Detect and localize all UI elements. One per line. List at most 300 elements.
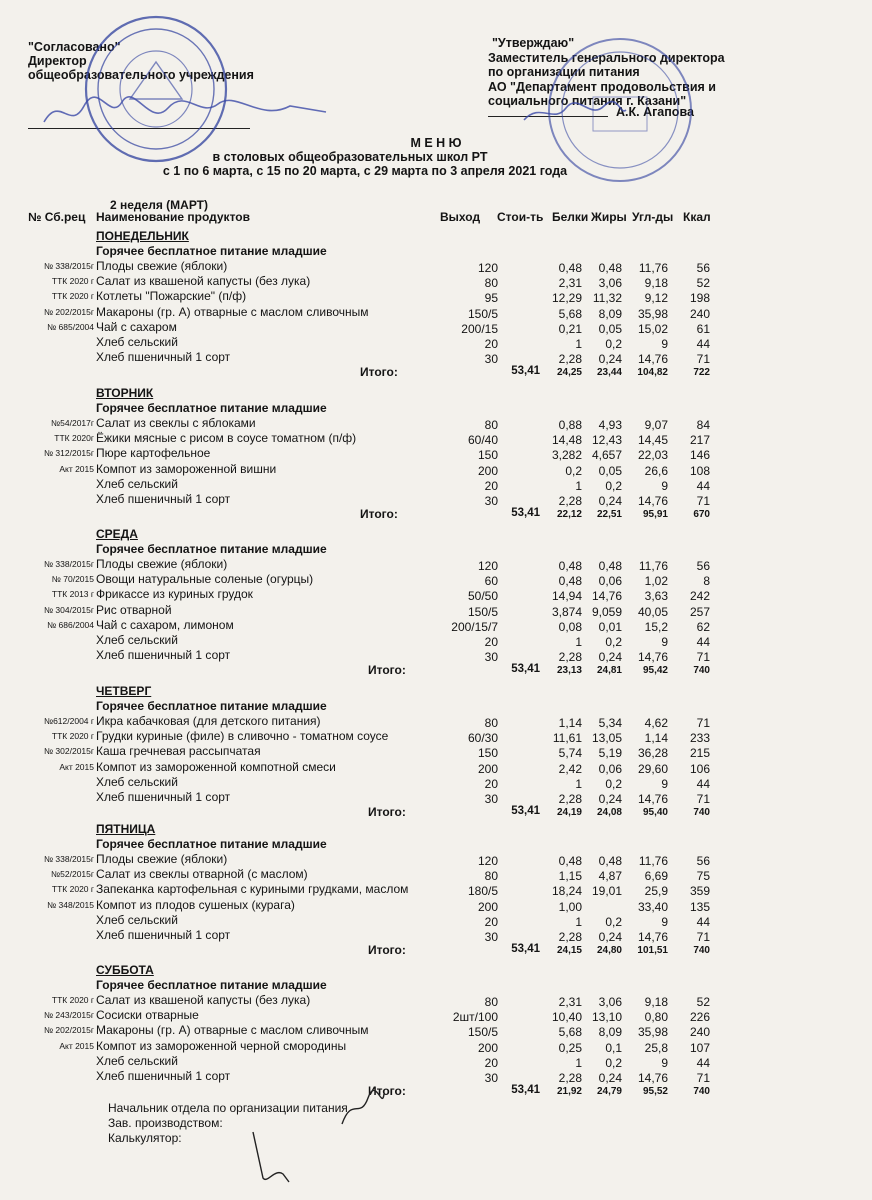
total-carbs: 95,91	[642, 509, 668, 521]
dish-yield: 95	[484, 291, 498, 306]
dish-yield: 20	[484, 337, 498, 351]
dish-kcal: 108	[689, 463, 710, 478]
meal-type: Горячее бесплатное питание младшие	[96, 837, 327, 851]
dish-yield: 200	[477, 761, 498, 776]
total-cost: 53,41	[511, 1084, 540, 1097]
dish-carbs: 15,2	[644, 619, 668, 634]
dish-yield: 20	[484, 478, 498, 493]
dish-protein: 1,14	[558, 716, 582, 730]
dish-name: Хлеб сельский	[96, 774, 178, 789]
dish-carbs: 22,03	[637, 448, 668, 463]
dish-protein: 1	[575, 635, 582, 649]
dish-kcal: 106	[689, 761, 710, 776]
dish-kcal: 84	[696, 418, 710, 432]
dish-kcal: 61	[696, 321, 710, 336]
dish-kcal: 71	[696, 930, 710, 944]
dish-fat: 4,93	[598, 418, 622, 432]
dish-kcal: 75	[696, 869, 710, 884]
dish-protein: 2,28	[558, 352, 582, 367]
dish-yield: 150	[477, 746, 498, 761]
dish-yield: 60	[484, 574, 498, 589]
dish-yield: 200	[477, 463, 498, 478]
recipe-code: № 686/2004	[47, 619, 94, 630]
recipe-code: ТТК 2020 г	[51, 995, 94, 1005]
dish-protein: 0,48	[558, 261, 582, 275]
recipe-code: № 685/2004	[47, 321, 94, 332]
dish-name: Салат из свеклы отварной (с маслом)	[96, 867, 308, 882]
dish-kcal: 44	[696, 478, 710, 493]
total-cost: 53,41	[511, 943, 540, 956]
dish-fat: 13,05	[591, 731, 622, 746]
dish-carbs: 11,76	[638, 559, 668, 573]
dish-protein: 2,28	[558, 650, 582, 665]
dish-yield: 60/40	[467, 433, 498, 448]
dish-kcal: 233	[689, 731, 710, 746]
dish-name: Хлеб сельский	[96, 476, 178, 491]
dish-fat: 5,34	[598, 716, 622, 730]
dish-protein: 0,21	[558, 321, 582, 336]
dish-yield: 150	[477, 448, 498, 463]
recipe-code: №54/2017г	[51, 418, 94, 428]
dish-protein: 0,25	[558, 1040, 582, 1055]
dish-name: Компот из замороженной черной смородины	[96, 1038, 347, 1053]
total-carbs: 95,40	[642, 807, 668, 819]
recipe-code: № 243/2015г	[43, 1010, 94, 1021]
day-name: СУББОТА	[96, 963, 154, 977]
dish-fat: 0,2	[605, 337, 622, 351]
dish-name: Хлеб пшеничный 1 сорт	[96, 492, 231, 506]
dish-kcal: 44	[696, 914, 710, 929]
dish-name: Хлеб пшеничный 1 сорт	[96, 350, 231, 365]
dish-carbs: 25,8	[644, 1040, 668, 1055]
dish-carbs: 1,02	[644, 574, 668, 589]
dish-kcal: 71	[696, 352, 710, 367]
recipe-code: ТТК 2020 г	[51, 884, 94, 895]
dish-name: Компот из плодов сушеных (курага)	[96, 897, 295, 912]
dish-carbs: 14,76	[637, 930, 668, 944]
total-carbs: 101,51	[637, 945, 668, 957]
dish-kcal: 71	[696, 494, 710, 508]
total-carbs: 95,42	[642, 665, 668, 677]
total-label: Итого:	[368, 663, 406, 678]
menu-title: М Е Н Ю	[410, 136, 462, 150]
footer-head: Начальник отдела по организации питания	[108, 1101, 348, 1115]
recipe-code: Акт 2015	[59, 463, 94, 474]
dish-fat: 14,76	[591, 589, 622, 604]
dish-protein: 2,28	[558, 494, 582, 508]
total-fat: 23,44	[596, 367, 622, 379]
dish-fat: 0,2	[605, 776, 622, 791]
recipe-code: ТТК 2020г	[54, 433, 94, 444]
total-protein: 24,25	[556, 367, 582, 379]
meal-type: Горячее бесплатное питание младшие	[96, 244, 327, 258]
dish-fat: 0,24	[598, 792, 622, 806]
dish-fat: 0,05	[598, 463, 622, 478]
dish-protein: 2,31	[558, 276, 582, 291]
footer-calculator: Калькулятор:	[108, 1131, 182, 1145]
dish-yield: 150/5	[467, 306, 498, 321]
total-kcal: 740	[693, 665, 710, 677]
col-cost: Стои-ть	[497, 210, 544, 224]
dish-carbs: 9	[661, 914, 668, 929]
total-fat: 24,81	[596, 665, 622, 677]
recipe-code: № 312/2015г	[43, 448, 94, 459]
recipe-code: № 70/2015	[51, 574, 94, 585]
dish-name: Чай с сахаром, лимоном	[96, 617, 234, 632]
dish-carbs: 9	[661, 1055, 668, 1070]
company-name-1: АО "Департамент продовольствия и	[488, 79, 716, 94]
total-fat: 24,08	[596, 807, 622, 819]
dish-protein: 1	[575, 776, 582, 791]
dish-kcal: 242	[689, 589, 710, 604]
calculator-signature	[245, 1128, 295, 1188]
dish-fat: 3,06	[598, 995, 622, 1009]
dish-kcal: 71	[696, 650, 710, 665]
dish-name: Хлеб сельский	[96, 912, 178, 927]
dish-yield: 200/15	[461, 321, 498, 336]
total-label: Итого:	[368, 1084, 406, 1099]
total-kcal: 740	[693, 1086, 710, 1098]
dish-kcal: 52	[696, 276, 710, 291]
dish-name: Фрикассе из куриных грудок	[96, 587, 253, 602]
dish-protein: 5,68	[558, 306, 582, 321]
total-protein: 21,92	[556, 1086, 582, 1098]
dish-name: Салат из квашеной капусты (без лука)	[96, 993, 311, 1007]
col-yield: Выход	[440, 210, 481, 224]
dish-yield: 30	[484, 650, 498, 665]
dish-name: Плоды свежие (яблоки)	[96, 852, 228, 866]
dish-name: Салат из свеклы с яблоками	[96, 416, 256, 430]
dish-carbs: 14,76	[637, 494, 668, 508]
dish-yield: 200	[477, 1040, 498, 1055]
dish-protein: 1	[575, 337, 582, 351]
col-code: № Сб.рец	[28, 210, 86, 224]
total-protein: 24,15	[556, 945, 582, 957]
total-carbs: 95,52	[642, 1086, 668, 1098]
deputy-signature	[520, 98, 630, 128]
dish-protein: 5,68	[558, 1025, 582, 1040]
dish-kcal: 240	[689, 306, 710, 321]
dish-fat: 8,09	[598, 1025, 622, 1040]
dish-protein: 1,00	[558, 899, 582, 914]
dish-fat: 19,01	[591, 884, 622, 899]
dish-yield: 30	[484, 1071, 498, 1085]
dish-name: Сосиски отварные	[96, 1008, 199, 1023]
dish-protein: 2,31	[558, 995, 582, 1009]
dish-fat: 0,24	[598, 650, 622, 665]
col-carbs: Угл-ды	[632, 210, 674, 224]
dish-carbs: 9,18	[644, 995, 668, 1009]
dish-name: Запеканка картофельная с куриными грудками, маслом	[96, 882, 409, 897]
dish-kcal: 71	[696, 792, 710, 806]
total-cost: 53,41	[511, 805, 540, 818]
total-kcal: 740	[693, 807, 710, 819]
dish-fat: 13,10	[591, 1010, 622, 1025]
footer-signature	[338, 1090, 388, 1130]
dish-fat: 12,43	[591, 433, 622, 448]
dish-yield: 30	[484, 930, 498, 944]
dish-kcal: 146	[689, 448, 710, 463]
recipe-code: № 338/2015г	[43, 261, 94, 271]
dish-fat: 0,01	[598, 619, 622, 634]
dish-protein: 1	[575, 478, 582, 493]
dish-carbs: 29,60	[637, 761, 668, 776]
day-name: ПОНЕДЕЛЬНИК	[96, 229, 189, 243]
dish-protein: 0,88	[558, 418, 582, 432]
dish-name: Хлеб пшеничный 1 сорт	[96, 928, 231, 942]
dish-kcal: 359	[689, 884, 710, 899]
dish-carbs: 35,98	[637, 1025, 668, 1040]
total-label: Итого:	[368, 943, 406, 958]
dish-carbs: 40,05	[637, 604, 668, 619]
dish-name: Плоды свежие (яблоки)	[96, 557, 228, 571]
dish-protein: 5,74	[558, 746, 582, 761]
dish-protein: 0,48	[558, 854, 582, 868]
dish-kcal: 107	[689, 1040, 710, 1055]
recipe-code: № 202/2015г	[43, 306, 94, 317]
dish-yield: 50/50	[467, 589, 498, 604]
dish-protein: 14,48	[551, 433, 582, 448]
total-carbs: 104,82	[637, 367, 668, 379]
dish-name: Макароны (гр. А) отварные с маслом сливочным	[96, 1023, 369, 1038]
dish-kcal: 135	[689, 899, 710, 914]
dish-protein: 12,29	[551, 291, 582, 306]
col-name: Наименование продуктов	[96, 210, 250, 224]
dish-name: Плоды свежие (яблоки)	[96, 259, 228, 273]
total-kcal: 722	[693, 367, 710, 379]
week-label: 2 неделя (МАРТ)	[110, 198, 209, 212]
dish-fat: 0,2	[605, 635, 622, 649]
dish-fat: 0,24	[598, 930, 622, 944]
dish-kcal: 71	[696, 716, 710, 730]
dish-protein: 3,874	[551, 604, 582, 619]
dish-protein: 2,28	[558, 1071, 582, 1085]
dish-yield: 200/15/7	[451, 619, 498, 634]
dish-yield: 2шт/100	[452, 1010, 498, 1025]
dish-name: Рис отварной	[96, 602, 172, 617]
dish-kcal: 71	[696, 1071, 710, 1085]
dish-carbs: 4,62	[644, 716, 668, 730]
dish-yield: 80	[484, 869, 498, 884]
dish-carbs: 33,40	[637, 899, 668, 914]
dish-yield: 180/5	[467, 884, 498, 899]
dish-name: Хлеб пшеничный 1 сорт	[96, 648, 231, 663]
day-name: СРЕДА	[96, 527, 138, 541]
dish-fat: 0,24	[598, 352, 622, 367]
dish-kcal: 44	[696, 337, 710, 351]
dish-fat: 9,059	[591, 604, 622, 619]
recipe-code: № 304/2015г	[43, 604, 94, 615]
dish-carbs: 0,80	[644, 1010, 668, 1025]
dish-yield: 150/5	[467, 604, 498, 619]
total-cost: 53,41	[511, 663, 540, 676]
dish-yield: 200	[477, 899, 498, 914]
dish-carbs: 14,76	[637, 352, 668, 367]
dish-kcal: 226	[689, 1010, 710, 1025]
institution-label: общеобразовательного учреждения	[28, 68, 254, 82]
recipe-code: №612/2004 г	[43, 716, 94, 726]
dish-protein: 0,48	[558, 559, 582, 573]
dish-name: Ёжики мясные с рисом в соусе томатном (п/ф)	[96, 431, 357, 446]
dish-carbs: 35,98	[637, 306, 668, 321]
dish-kcal: 62	[696, 619, 710, 634]
total-cost: 53,41	[511, 365, 540, 378]
recipe-code: ТТК 2020 г	[51, 291, 94, 302]
dish-carbs: 9	[661, 635, 668, 649]
col-fat: Жиры	[591, 210, 627, 224]
dish-yield: 80	[484, 276, 498, 291]
dish-name: Хлеб пшеничный 1 сорт	[96, 790, 231, 804]
dish-carbs: 9,18	[644, 276, 668, 291]
dish-kcal: 56	[696, 559, 710, 573]
dish-fat: 0,05	[598, 321, 622, 336]
recipe-code: № 302/2015г	[43, 746, 94, 757]
dish-carbs: 9	[661, 337, 668, 351]
dish-carbs: 14,76	[637, 1071, 668, 1085]
dish-kcal: 198	[689, 291, 710, 306]
dish-carbs: 15,02	[637, 321, 668, 336]
dish-carbs: 36,28	[637, 746, 668, 761]
dish-fat: 0,48	[598, 261, 622, 275]
dish-yield: 80	[484, 418, 498, 432]
dish-fat: 8,09	[598, 306, 622, 321]
dish-yield: 30	[484, 494, 498, 508]
dish-kcal: 56	[696, 854, 710, 868]
dish-kcal: 56	[696, 261, 710, 275]
dish-kcal: 8	[703, 574, 710, 589]
dish-protein: 2,42	[558, 761, 582, 776]
dish-protein: 14,94	[551, 589, 582, 604]
dish-kcal: 217	[689, 433, 710, 448]
dish-carbs: 1,14	[644, 731, 668, 746]
dish-fat: 4,87	[598, 869, 622, 884]
dish-kcal: 44	[696, 1055, 710, 1070]
dish-kcal: 215	[689, 746, 710, 761]
dish-name: Компот из замороженной компотной смеси	[96, 759, 336, 774]
day-name: ВТОРНИК	[96, 386, 154, 400]
dish-name: Хлеб пшеничный 1 сорт	[96, 1069, 231, 1083]
dish-carbs: 14,45	[637, 433, 668, 448]
dish-protein: 2,28	[558, 792, 582, 806]
recipe-code: ТТК 2013 г	[51, 589, 94, 600]
dish-fat: 0,06	[598, 761, 622, 776]
dish-fat: 11,32	[592, 291, 622, 306]
dish-carbs: 14,76	[637, 792, 668, 806]
col-protein: Белки	[552, 210, 589, 224]
dish-carbs: 11,76	[638, 854, 668, 868]
agreed-label: "Согласовано"	[28, 40, 121, 54]
dish-fat: 0,24	[598, 1071, 622, 1085]
meal-type: Горячее бесплатное питание младшие	[96, 401, 327, 415]
dish-protein: 10,40	[551, 1010, 582, 1025]
dish-name: Салат из квашеной капусты (без лука)	[96, 274, 311, 289]
dish-name: Котлеты "Пожарские" (п/ф)	[96, 289, 247, 304]
dish-fat: 0,48	[598, 559, 622, 573]
recipe-code: №52/2015г	[51, 869, 94, 880]
dish-carbs: 6,69	[644, 869, 668, 884]
total-cost: 53,41	[511, 507, 540, 520]
meal-type: Горячее бесплатное питание младшие	[96, 978, 327, 992]
menu-subtitle: в столовых общеобразовательных школ РТ	[212, 150, 488, 164]
total-label: Итого:	[360, 507, 398, 522]
dish-name: Грудки куриные (филе) в сливочно - томатном соусе	[96, 729, 389, 744]
dish-protein: 1	[575, 1055, 582, 1070]
dish-yield: 60/30	[467, 731, 498, 746]
dish-protein: 18,24	[551, 884, 582, 899]
dish-yield: 80	[484, 716, 498, 730]
dish-yield: 20	[484, 635, 498, 649]
footer-production: Зав. производством:	[108, 1116, 223, 1130]
dish-protein: 0,08	[558, 619, 582, 634]
total-kcal: 670	[693, 509, 710, 521]
menu-dates: с 1 по 6 марта, с 15 по 20 марта, с 29 марта по 3 апреля 2021 года	[162, 164, 568, 178]
dish-name: Хлеб сельский	[96, 633, 178, 647]
dish-yield: 150/5	[467, 1025, 498, 1040]
dish-protein: 1	[575, 914, 582, 929]
dish-yield: 20	[484, 776, 498, 791]
dish-name: Хлеб сельский	[96, 335, 178, 349]
dish-fat: 0,48	[598, 854, 622, 868]
dish-yield: 120	[477, 261, 498, 275]
approve-label: "Утверждаю"	[492, 36, 575, 50]
dish-carbs: 9	[661, 776, 668, 791]
total-fat: 22,51	[596, 509, 622, 521]
total-fat: 24,79	[596, 1086, 622, 1098]
day-name: ПЯТНИЦА	[96, 822, 156, 836]
dish-protein: 0,48	[558, 574, 582, 589]
dish-kcal: 52	[696, 995, 710, 1009]
dish-protein: 0,2	[565, 463, 582, 478]
dish-fat: 0,24	[598, 494, 622, 508]
dish-kcal: 257	[689, 604, 710, 619]
dish-fat: 0,2	[605, 478, 622, 493]
recipe-code: Акт 2015	[59, 1040, 94, 1051]
recipe-code: № 338/2015г	[43, 559, 94, 569]
dish-yield: 80	[484, 995, 498, 1009]
dish-yield: 120	[477, 559, 498, 573]
total-protein: 23,13	[556, 665, 582, 677]
dish-protein: 2,28	[558, 930, 582, 944]
dish-kcal: 44	[696, 776, 710, 791]
dish-carbs: 25,9	[644, 884, 668, 899]
dish-yield: 120	[477, 854, 498, 868]
dish-name: Икра кабачковая (для детского питания)	[96, 714, 321, 728]
dish-fat: 0,2	[605, 1055, 622, 1070]
deputy-dept: по организации питания	[488, 65, 640, 79]
meal-type: Горячее бесплатное питание младшие	[96, 542, 327, 556]
total-label: Итого:	[360, 365, 398, 380]
dish-fat: 0,2	[605, 914, 622, 929]
dish-yield: 30	[484, 352, 498, 367]
dish-yield: 30	[484, 792, 498, 806]
day-name: ЧЕТВЕРГ	[96, 684, 152, 698]
dish-name: Компот из замороженной вишни	[96, 461, 277, 476]
dish-fat: 0,1	[605, 1040, 622, 1055]
dish-fat: 0,06	[598, 574, 622, 589]
dish-kcal: 240	[689, 1025, 710, 1040]
meal-type: Горячее бесплатное питание младшие	[96, 699, 327, 713]
recipe-code: Акт 2015	[59, 761, 94, 772]
recipe-code: № 338/2015г	[43, 854, 94, 864]
dish-protein: 1,15	[558, 869, 582, 884]
total-protein: 24,19	[556, 807, 582, 819]
dish-kcal: 44	[696, 635, 710, 649]
director-label: Директор	[28, 54, 87, 68]
dish-carbs: 11,76	[638, 261, 668, 275]
total-fat: 24,80	[596, 945, 622, 957]
dish-name: Чай с сахаром	[96, 319, 177, 334]
dish-name: Каша гречневая рассыпчатая	[96, 744, 261, 759]
